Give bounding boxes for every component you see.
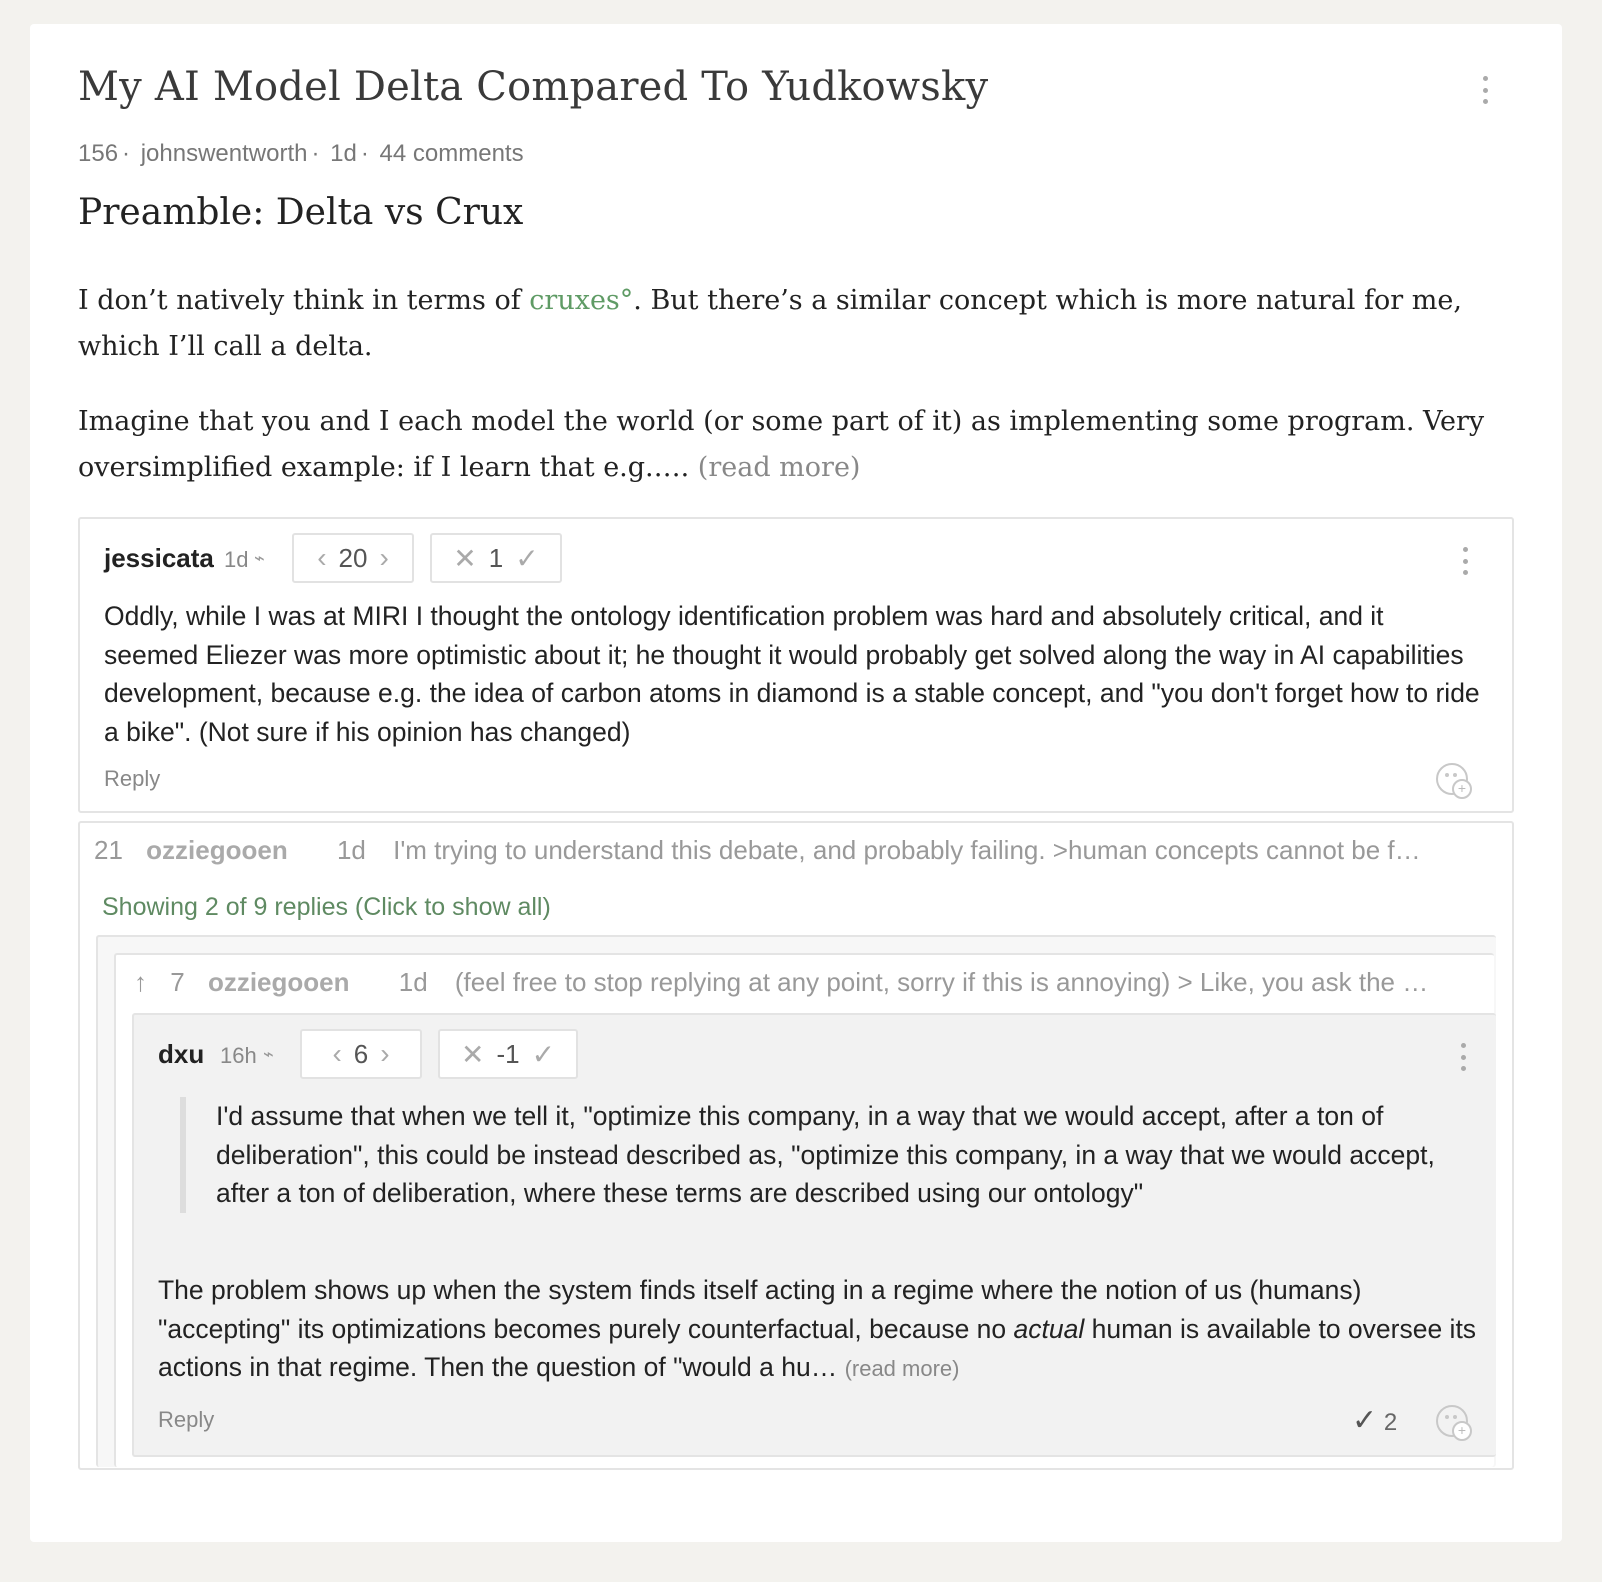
post-author[interactable]: johnswentworth: [140, 140, 308, 167]
nested-child-comment: [114, 953, 1494, 1467]
agree-reaction-count: 2: [1383, 1409, 1398, 1436]
collapsed-child-score: 7: [170, 967, 185, 997]
post-paragraph-1: I don’t natively think in terms of cruxes°. But there’s a similar concept which is more natural for me, which I’ll call a delta.: [78, 285, 1462, 362]
agree-reaction-check-icon: ✓: [1352, 1404, 1378, 1437]
comment-read-more-link[interactable]: (read more): [844, 1356, 960, 1381]
post-age: 1d: [330, 140, 357, 167]
comment-jessicata: [78, 517, 1514, 813]
post-card: [30, 24, 1562, 1542]
comment-age[interactable]: 1d: [224, 547, 249, 572]
post-title[interactable]: My AI Model Delta Compared To Yudkowsky: [78, 64, 989, 110]
collapsed-child-preview[interactable]: (feel free to stop replying at any point, sorry if this is annoying) > Like, you ask the …: [454, 967, 1429, 997]
karma-vote: [292, 533, 414, 583]
karma-score: 6: [353, 1038, 369, 1069]
collapsed-preview[interactable]: I'm trying to understand this debate, and probably failing. >human concepts cannot be f…: [393, 835, 1421, 865]
show-all-replies-link[interactable]: Showing 2 of 9 replies (Click to show all): [102, 893, 551, 921]
post-comments-count[interactable]: 44 comments: [379, 140, 524, 167]
comment-dxu: [132, 1013, 1496, 1457]
permalink-icon[interactable]: ⌁: [254, 548, 265, 568]
comment-body: The problem shows up when the system finds itself acting in a regime where the notion of us (humans) "accepting" its optimizations becomes purely counterfactual, because no actual human is available to oversee its actions in that regime. Then the question of "would a hu… (read more): [158, 1275, 1477, 1382]
disagree-cross-icon[interactable]: ✕: [453, 542, 477, 574]
upvote-chevron-icon[interactable]: ›: [380, 1038, 390, 1069]
comment-author[interactable]: dxu: [158, 1039, 205, 1069]
agree-reaction[interactable]: [1352, 1403, 1397, 1438]
comment-author[interactable]: jessicata: [104, 543, 214, 573]
post-read-more-link[interactable]: (read more): [697, 452, 861, 483]
post-paragraph-2: Imagine that you and I each model the world (or some part of it) as implementing some program. Very oversimplified example: if I learn that e.g.…. (read more): [78, 406, 1485, 483]
comment-menu-icon[interactable]: [1462, 547, 1468, 575]
parent-arrow-icon[interactable]: ↑: [134, 967, 147, 997]
post-score: 156: [78, 140, 119, 167]
collapsed-child-author[interactable]: ozziegooen: [207, 967, 350, 997]
collapsed-age: 1d: [336, 835, 366, 865]
agree-check-icon[interactable]: ✓: [531, 1038, 556, 1070]
collapsed-child-age: 1d: [398, 967, 428, 997]
post-menu-icon[interactable]: [1482, 76, 1488, 104]
post-meta: 156 · johnswentworth · 1d · 44 comments: [78, 140, 524, 167]
collapsed-score: 21: [94, 835, 123, 865]
add-reaction-icon[interactable]: +: [1436, 1405, 1468, 1437]
comment-menu-icon[interactable]: [1460, 1043, 1466, 1071]
agreement-vote: [430, 533, 562, 583]
downvote-chevron-icon[interactable]: ‹: [317, 542, 327, 573]
quoted-text: I'd assume that when we tell it, "optimize this company, in a way that we would accept, after a ton of deliberation", this could be instead described as, "optimize this company, in a way that we would accept, after a ton of deliberation, where these terms are described using our ontology": [180, 1097, 1456, 1213]
cruxes-link[interactable]: cruxes°: [529, 285, 634, 316]
reply-button[interactable]: Reply: [104, 766, 161, 791]
agreement-vote: [438, 1029, 578, 1079]
reply-button[interactable]: Reply: [158, 1407, 215, 1432]
comment-age[interactable]: 16h: [220, 1043, 257, 1068]
collapsed-child-row[interactable]: [134, 967, 1484, 998]
downvote-chevron-icon[interactable]: ‹: [332, 1038, 342, 1069]
collapsed-comment-row[interactable]: [94, 835, 1496, 866]
thread-ozziegooen: [78, 821, 1514, 1470]
karma-score: 20: [338, 542, 368, 573]
add-reaction-icon[interactable]: +: [1436, 763, 1468, 795]
upvote-chevron-icon[interactable]: ›: [379, 542, 389, 573]
collapsed-author[interactable]: ozziegooen: [146, 835, 288, 865]
disagree-cross-icon[interactable]: ✕: [460, 1038, 485, 1070]
nested-thread: [96, 935, 1496, 1467]
agreement-score: -1: [496, 1038, 520, 1069]
karma-vote: [300, 1029, 422, 1079]
permalink-icon[interactable]: ⌁: [263, 1044, 274, 1064]
agreement-score: 1: [488, 542, 504, 573]
agree-check-icon[interactable]: ✓: [515, 542, 539, 574]
comment-body: Oddly, while I was at MIRI I thought the ontology identification problem was hard and absolutely critical, and it seemed Eliezer was more optimistic about it; he thought it would probably get solved along the way in AI capabilities development, because e.g. the idea of carbon atoms in diamond is a stable concept, and "you don't forget how to ride a bike". (Not sure if his opinion has changed): [104, 601, 1480, 747]
section-heading: Preamble: Delta vs Crux: [78, 192, 524, 233]
